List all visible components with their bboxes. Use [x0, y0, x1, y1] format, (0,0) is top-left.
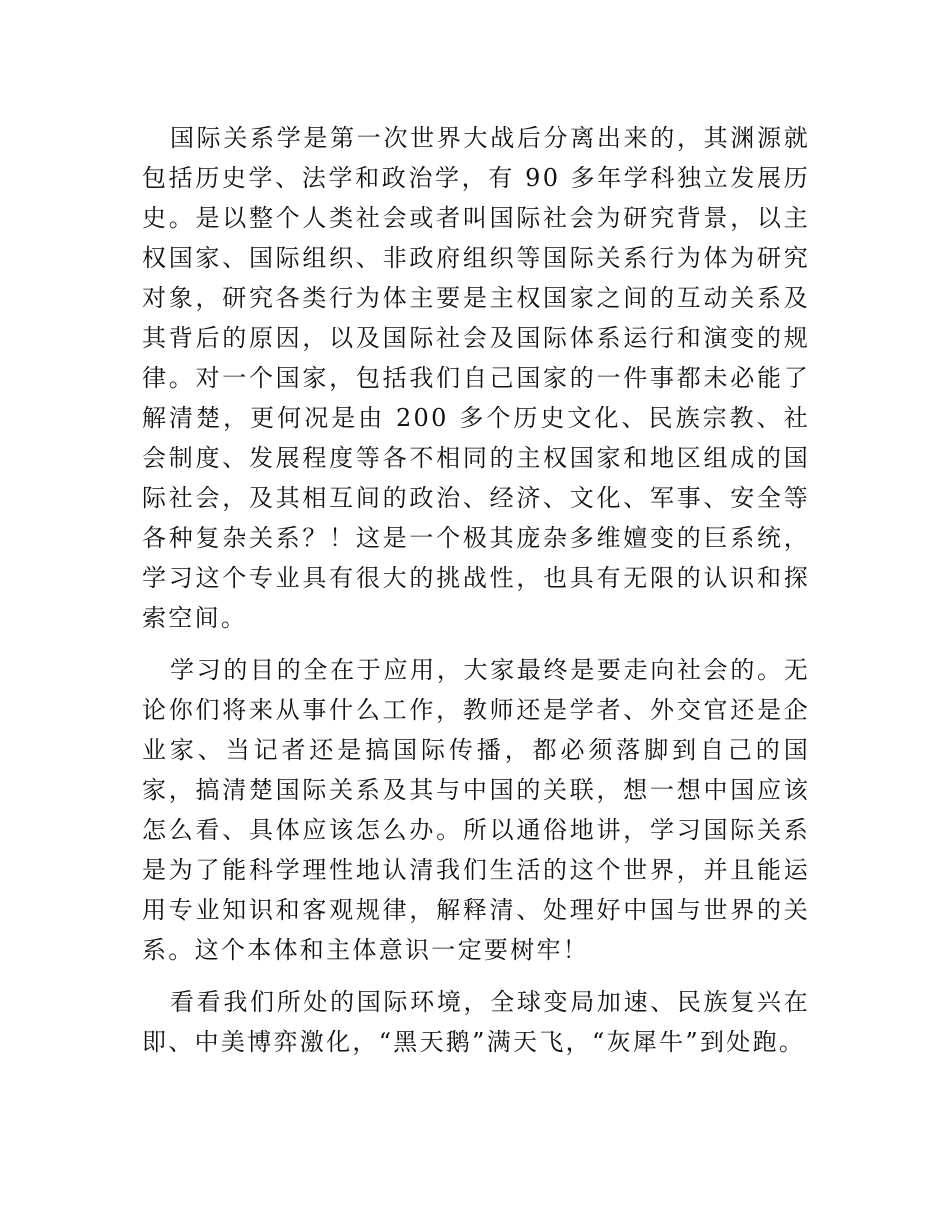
paragraph-1: 国际关系学是第一次世界大战后分离出来的，其渊源就包括历史学、法学和政治学，有 90 多年学科独立发展历史。是以整个人类社会或者叫国际社会为研究背景，以主权国家、国际组织、非政府组织等国际关系行为体为研究对象，研究各类行为体主要是主权国家之间的互动关系及其背后的原因，以及国际社会及国际体系运行和演变的规律。对一个国家，包括我们自己国家的一件事都未必能了解清楚，更何况是由 200 多个历史文化、民族宗教、社会制度、发展程度等各不相同的主权国家和地区组成的国际社会，及其相互间的政治、经济、文化、军事、安全等各种复杂关系？！这是一个极其庞杂多维嬗变的巨系统，学习这个专业具有很大的挑战性，也具有无限的认识和探索空间。 — [142, 124, 810, 632]
paragraph-3: 看看我们所处的国际环境，全球变局加速、民族复兴在即、中美博弈激化，“黑天鹅”满天飞，“灰犀牛”到处跑。 — [142, 988, 810, 1056]
document-body — [142, 118, 810, 1074]
paragraph-2: 学习的目的全在于应用，大家最终是要走向社会的。无论你们将来从事什么工作，教师还是学者、外交官还是企业家、当记者还是搞国际传播，都必须落脚到自己的国家，搞清楚国际关系及其与中国的关联，想一想中国应该怎么看、具体应该怎么办。所以通俗地讲，学习国际关系是为了能科学理性地认清我们生活的这个世界，并且能运用专业知识和客观规律，解释清、处理好中国与世界的关系。这个本体和主体意识一定要树牢！ — [142, 656, 810, 964]
